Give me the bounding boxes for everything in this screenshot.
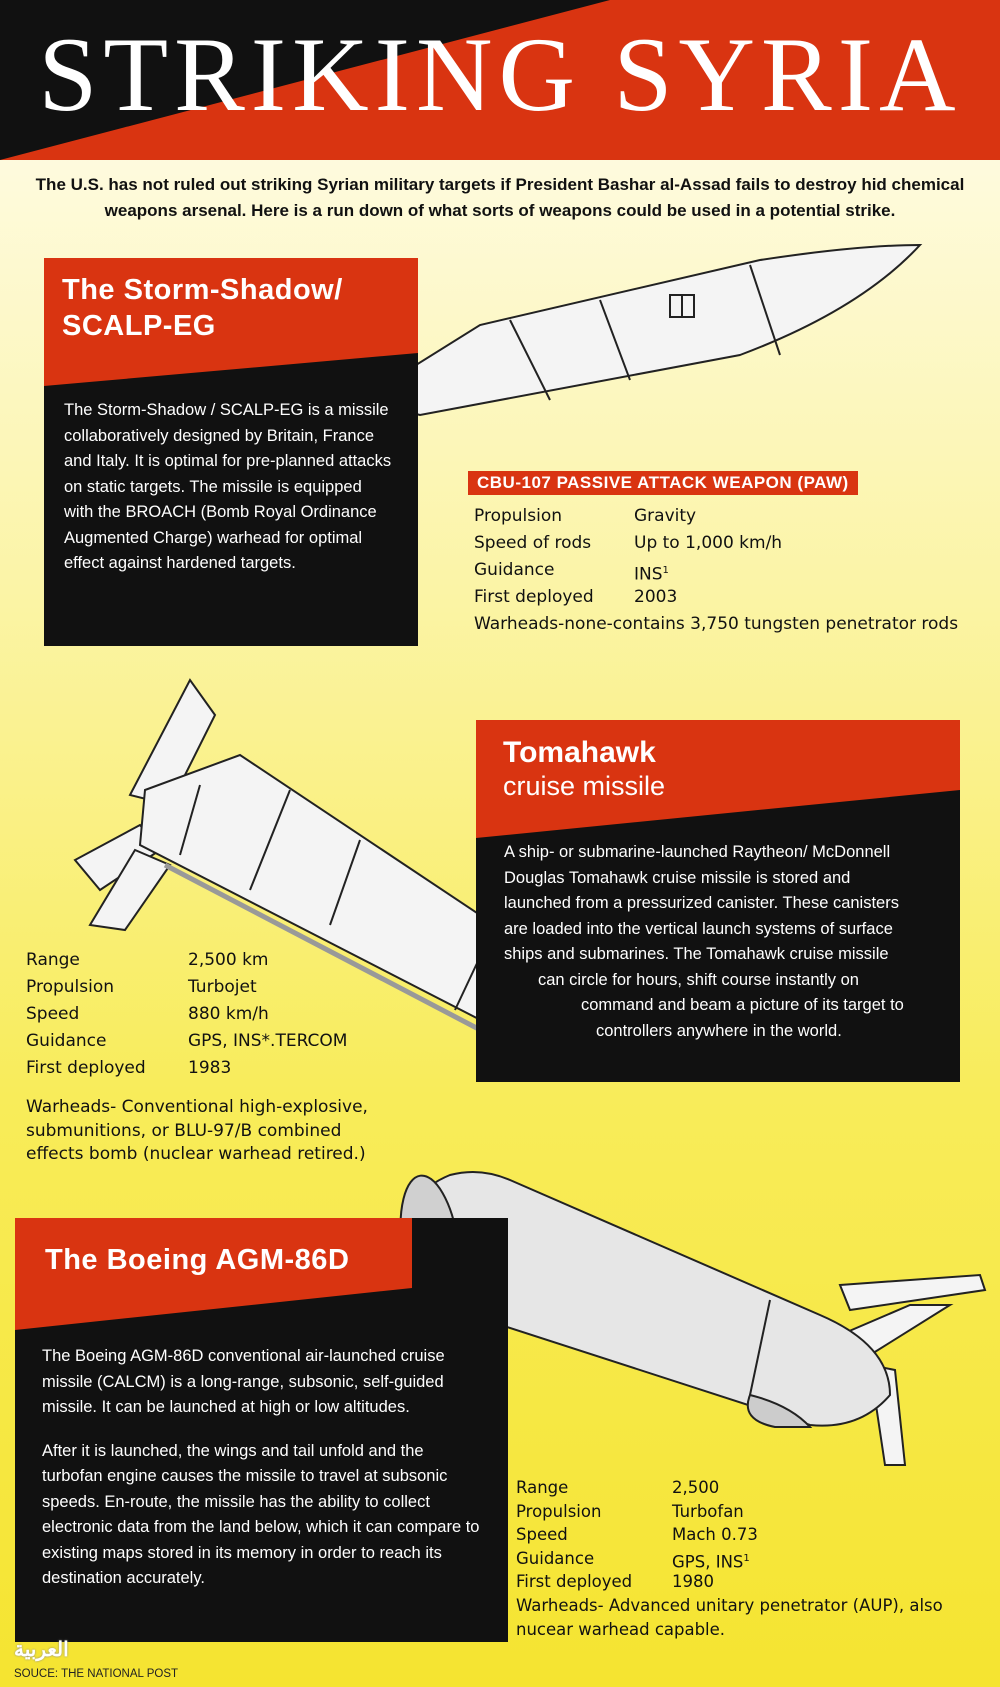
- intro-text: The U.S. has not ruled out striking Syrian military targets if President Bashar al-Assad fails to destroy hid chemical weapons arsenal. Here is a run down of what sorts of weapons could be used in a potential strike.: [35, 175, 965, 220]
- storm-shadow-heading-line2: SCALP-EG: [62, 310, 216, 342]
- spec-label: First deployed: [26, 1058, 146, 1078]
- tomahawk-desc-line: A ship- or submarine-launched Raytheon/ McDonnell: [504, 843, 891, 861]
- spec-row: [26, 1055, 396, 1082]
- spec-row: [516, 1476, 956, 1500]
- spec-value-text: 2003: [634, 587, 678, 607]
- tomahawk-heading-line2: cruise missile: [503, 771, 666, 801]
- spec-value-text: Turbojet: [188, 977, 257, 997]
- spec-value: [672, 1500, 744, 1524]
- spec-value: [672, 1570, 714, 1594]
- spec-value: [672, 1547, 750, 1571]
- spec-value-text: INS: [634, 564, 663, 585]
- agm-86d-paragraph-1: The Boeing AGM-86D conventional air-launched cruise missile (CALCM) is a long-range, subsonic, self-guided missile. It can be launched at high or low altitudes.: [42, 1347, 445, 1416]
- spec-value: [634, 530, 782, 557]
- spec-value-text: 2,500: [672, 1478, 720, 1497]
- storm-shadow-heading: [62, 272, 343, 344]
- tomahawk-heading: [503, 736, 665, 802]
- agm-86d-warheads: Warheads- Advanced unitary penetrator (AUP), also nucear warhead capable.: [516, 1595, 943, 1639]
- spec-row: [474, 584, 984, 611]
- spec-row: [516, 1570, 956, 1594]
- cbu-heading: CBU-107 PASSIVE ATTACK WEAPON (PAW): [468, 471, 858, 495]
- spec-row: [26, 947, 396, 974]
- spec-row: [516, 1500, 956, 1524]
- spec-value: [634, 503, 696, 530]
- spec-value-text: 880 km/h: [188, 1004, 269, 1024]
- spec-row: [26, 974, 396, 1001]
- footnote-marker: 1: [662, 565, 669, 576]
- spec-row: [474, 530, 984, 557]
- tomahawk-desc-line: are loaded into the vertical launch systems of surface: [504, 919, 893, 938]
- spec-label: Speed of rods: [474, 533, 592, 553]
- spec-label: Guidance: [516, 1548, 595, 1568]
- spec-label: Propulsion: [474, 506, 563, 526]
- spec-label: Range: [516, 1478, 569, 1497]
- tomahawk-description: [504, 840, 944, 1044]
- agm-86d-specs: [516, 1476, 956, 1642]
- spec-value: [634, 557, 669, 584]
- spec-value-text: GPS, INS: [672, 1552, 744, 1571]
- spec-value-text: 1983: [188, 1058, 232, 1078]
- spec-value: [188, 1001, 269, 1028]
- spec-value: [634, 584, 677, 611]
- tomahawk-desc-line: command and beam a picture of its target to: [581, 996, 904, 1014]
- tomahawk-heading-line1: Tomahawk: [503, 736, 656, 769]
- spec-label: Speed: [26, 1004, 80, 1024]
- spec-label: Speed: [516, 1525, 568, 1544]
- tomahawk-desc-line: controllers anywhere in the world.: [596, 1021, 842, 1040]
- spec-value: [188, 1055, 231, 1082]
- tomahawk-desc-line: launched from a pressurized canister. These canisters: [504, 894, 899, 912]
- spec-row: [474, 557, 984, 584]
- spec-value-text: Gravity: [634, 506, 697, 526]
- page-title: STRIKING SYRIA: [38, 16, 962, 133]
- tomahawk-desc-line: Douglas Tomahawk cruise missile is stored and: [504, 868, 851, 887]
- spec-value-text: Mach 0.73: [672, 1525, 758, 1544]
- source-credit: SOUCE: THE NATIONAL POST: [14, 1668, 179, 1680]
- agm-86d-heading: The Boeing AGM-86D: [45, 1244, 350, 1276]
- tomahawk-desc-line: ships and submarines. The Tomahawk cruise missile: [504, 945, 889, 963]
- storm-shadow-description: The Storm-Shadow / SCALP-EG is a missile collaboratively designed by Britain, France and Italy. It is optimal for pre-planned attacks on static targets. The missile is equipped with the BROACH (Bomb Royal Ordinance Augmented Charge) warhead for optimal effect against hardened targets.: [64, 401, 392, 572]
- spec-label: First deployed: [516, 1572, 633, 1591]
- footnote-marker: 1: [743, 1552, 750, 1564]
- spec-label: Range: [26, 950, 80, 970]
- tomahawk-specs: [26, 947, 396, 1082]
- storm-shadow-heading-line1: The Storm-Shadow/: [62, 274, 343, 306]
- tomahawk-warheads: Warheads- Conventional high-explosive, submunitions, or BLU-97/B combined effects bomb (nuclear warhead retired.): [26, 1097, 368, 1164]
- spec-label: First deployed: [474, 587, 594, 607]
- spec-row: [474, 503, 984, 530]
- spec-row: [516, 1547, 956, 1571]
- spec-value-text: 2,500 km: [188, 950, 269, 970]
- spec-label: Propulsion: [516, 1501, 602, 1521]
- spec-value: [188, 974, 257, 1001]
- spec-value-text: Up to 1,000 km/h: [634, 533, 783, 553]
- spec-label: Guidance: [474, 560, 555, 580]
- spec-value-text: GPS, INS*.TERCOM: [188, 1031, 348, 1051]
- spec-row: [516, 1523, 956, 1547]
- spec-row: [26, 1028, 396, 1055]
- spec-value: [188, 1028, 347, 1055]
- spec-label: Propulsion: [26, 977, 115, 997]
- agm-86d-paragraph-2: After it is launched, the wings and tail unfold and the turbofan engine causes the missile to travel at subsonic speeds. En-route, the missile has the ability to collect electronic data from the land below, which it can compare to existing maps stored in its memory in order to reach its destination accurately.: [42, 1441, 480, 1587]
- spec-value-text: Turbofan: [672, 1501, 744, 1521]
- spec-row: [26, 1001, 396, 1028]
- tomahawk-desc-line: can circle for hours, shift course instantly on: [538, 970, 859, 989]
- al-arabiya-logo: العربية: [14, 1639, 69, 1661]
- spec-value: [188, 947, 268, 974]
- cbu-warheads: Warheads-none-contains 3,750 tungsten penetrator rods: [474, 614, 959, 634]
- spec-value-text: 1980: [672, 1572, 714, 1591]
- agm-86d-description: [42, 1344, 482, 1592]
- cbu-specs: [474, 503, 984, 638]
- spec-value: [672, 1523, 758, 1547]
- spec-value: [672, 1476, 719, 1500]
- spec-label: Guidance: [26, 1031, 107, 1051]
